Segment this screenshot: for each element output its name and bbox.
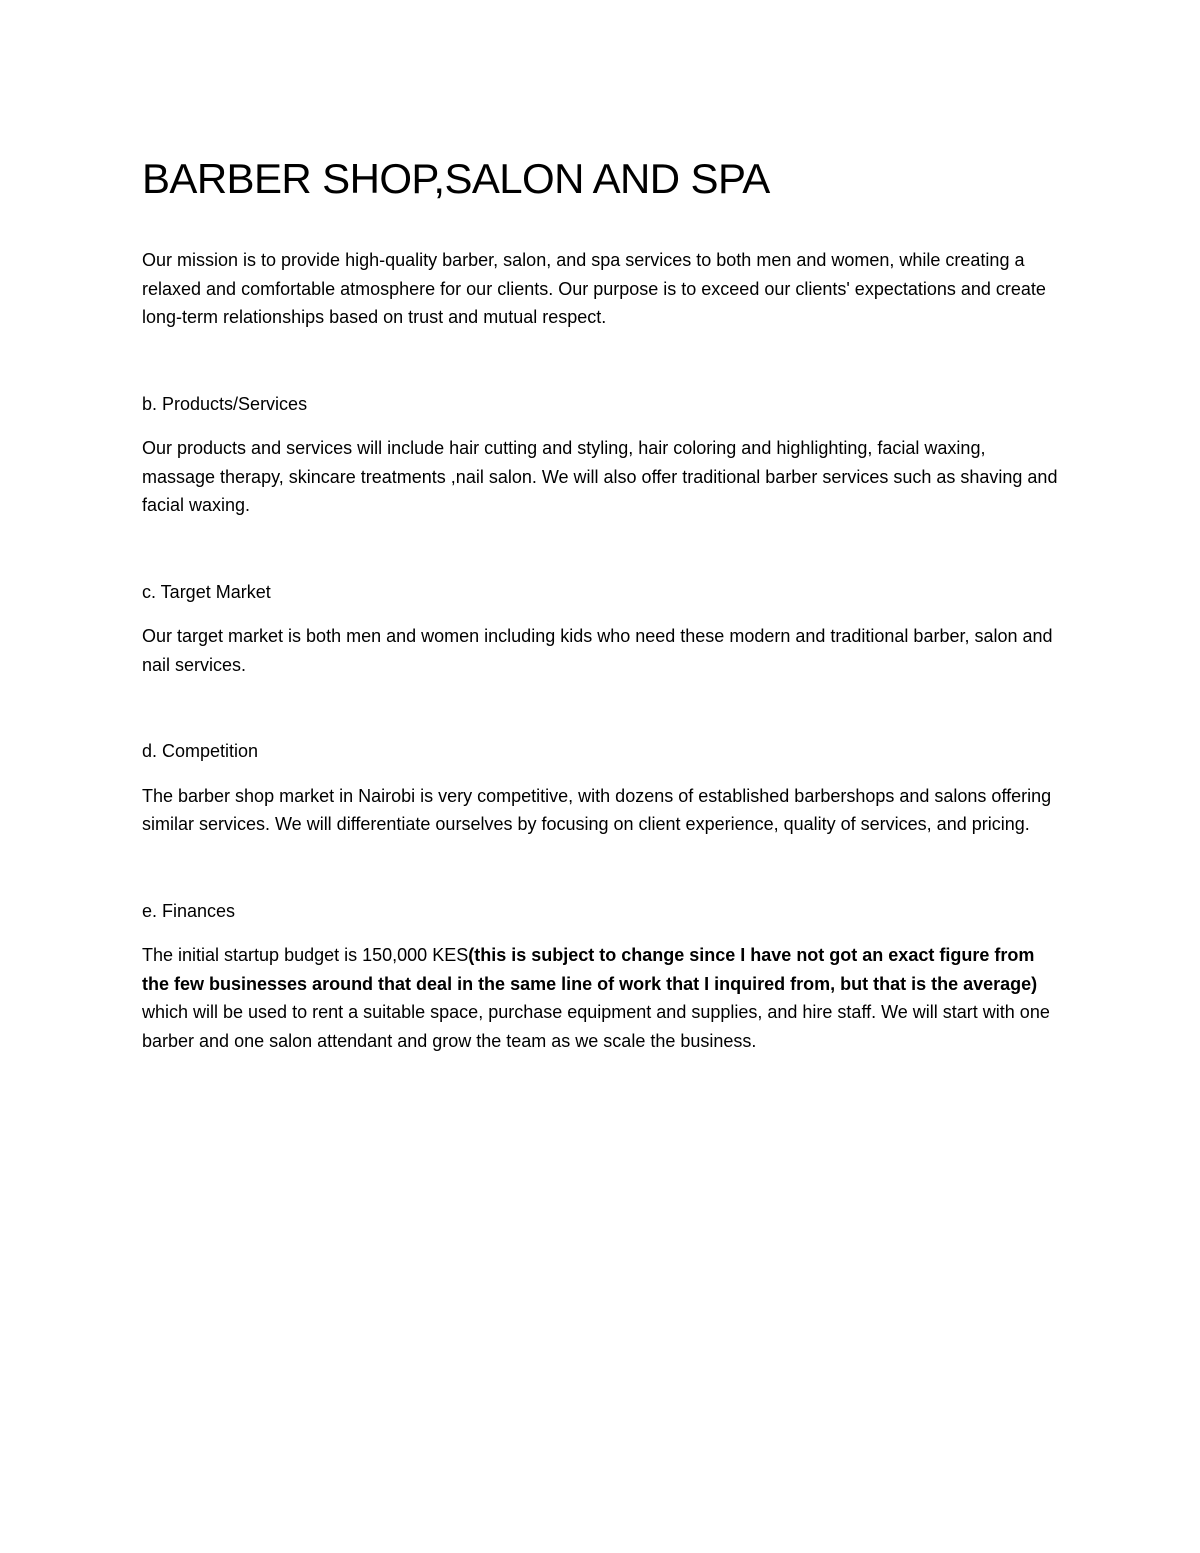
spacer bbox=[142, 925, 1062, 941]
section-body-target-market: Our target market is both men and women including kids who need these modern and traditional barber, salon and nail services. bbox=[142, 626, 1053, 675]
section-heading-competition: d. Competition bbox=[142, 741, 259, 761]
section-body-finances bbox=[142, 941, 1062, 1055]
section-body-competition: The barber shop market in Nairobi is very competitive, with dozens of established barbershops and salons offering similar services. We will differentiate ourselves by focusing on client experience, quality of services, and pricing. bbox=[142, 785, 1052, 834]
spacer bbox=[142, 418, 1062, 434]
spacer bbox=[142, 679, 1062, 737]
finances-text-start: The initial startup budget is 150,000 KES bbox=[142, 945, 469, 965]
spacer bbox=[142, 766, 1062, 782]
document-page bbox=[142, 150, 1062, 1055]
spacer bbox=[142, 520, 1062, 578]
section-heading-finances: e. Finances bbox=[142, 900, 236, 921]
mission-paragraph: Our mission is to provide high-quality barber, salon, and spa services to both men and women, while creating a relaxed and comfortable atmosphere for our clients. Our purpose is to exceed our clients' expectations and create long-term relationships based on trust and mutual respect. bbox=[142, 250, 1046, 327]
finances-text-end: which will be used to rent a suitable space, purchase equipment and supplies, and hire staff. We will start with one barber and one salon attendant and grow the team as we scale the business. bbox=[142, 1002, 1050, 1051]
spacer bbox=[142, 606, 1062, 622]
spacer bbox=[142, 839, 1062, 897]
spacer bbox=[142, 332, 1062, 390]
section-heading-products-services: b. Products/Services bbox=[142, 393, 308, 414]
section-body-products-services: Our products and services will include hair cutting and styling, hair coloring and highlighting, facial waxing, massage therapy, skincare treatments ,nail salon. We will also offer traditional barber services such as shaving and facial waxing. bbox=[142, 438, 1058, 515]
document-title: BARBER SHOP,SALON AND SPA bbox=[142, 155, 770, 202]
section-heading-target-market: c. Target Market bbox=[142, 581, 271, 602]
finances-text-bold: (this is subject to change since I have not got an exact figure from the few businesses around that deal in the same line of work that I inquired from, but that is the average) bbox=[142, 945, 1038, 994]
